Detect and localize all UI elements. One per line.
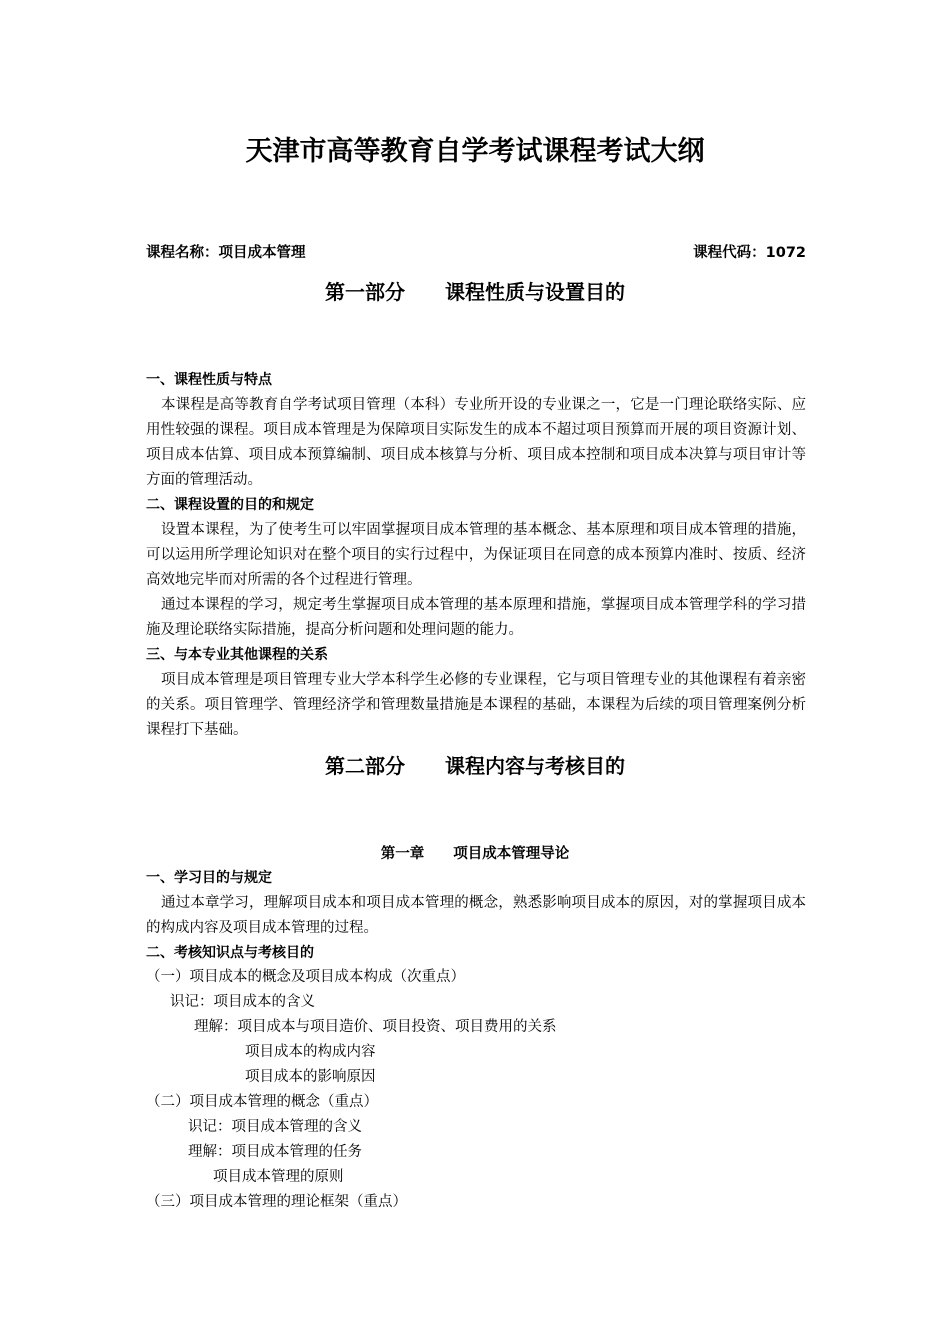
goal-heading: 一、学习目的与规定	[146, 870, 272, 886]
points-heading: 二、考核知识点与考核目的	[146, 945, 314, 961]
course-name: 课程名称：项目成本管理	[146, 245, 306, 261]
part-one-body	[146, 368, 806, 743]
course-info-line	[146, 241, 806, 265]
knowledge-point-group: （三）项目成本管理的理论框架（重点）	[146, 1194, 407, 1210]
knowledge-point: 项目成本管理的原则	[213, 1169, 344, 1185]
knowledge-point: 识记：项目成本管理的含义	[188, 1119, 362, 1135]
knowledge-point: 识记：项目成本的含义	[170, 994, 315, 1010]
part-two-heading: 第二部分 课程内容与考核目的	[325, 754, 625, 778]
chapter-one-goals	[146, 866, 806, 966]
knowledge-point: 项目成本的影响原因	[245, 1069, 376, 1085]
goal-paragraph: 通过本章学习，理解项目成本和项目成本管理的概念，熟悉影响项目成本的原因，对的掌握项目成本的构成内容及项目成本管理的过程。	[146, 895, 806, 936]
section-paragraph: 项目成本管理是项目管理专业大学本科学生必修的专业课程，它与项目管理专业的其他课程有着亲密的关系。项目管理学、管理经济学和管理数量措施是本课程的基础，本课程为后续的项目管理案例分析课程打下基础。	[146, 672, 806, 738]
knowledge-point: 理解：项目成本管理的任务	[188, 1144, 362, 1160]
section-heading-nature: 一、课程性质与特点	[146, 372, 272, 388]
knowledge-point: 项目成本的构成内容	[245, 1044, 376, 1060]
chapter-heading: 第一章 项目成本管理导论	[380, 846, 570, 862]
section-heading-purpose: 二、课程设置的目的和规定	[146, 497, 314, 513]
course-code: 课程代码：1072	[693, 245, 806, 261]
knowledge-point-group: （一）项目成本的概念及项目成本构成（次重点）	[146, 969, 465, 985]
section-paragraph: 通过本课程的学习，规定考生掌握项目成本管理的基本原理和措施，掌握项目成本管理学科的学习措施及理论联络实际措施，提高分析问题和处理问题的能力。	[146, 597, 806, 638]
section-paragraph: 设置本课程，为了使考生可以牢固掌握项目成本管理的基本概念、基本原理和项目成本管理的措施，可以运用所学理论知识对在整个项目的实行过程中，为保证项目在同意的成本预算内准时、按质、经济高效地完毕而对所需的各个过程进行管理。	[146, 522, 806, 588]
knowledge-point-group: （二）项目成本管理的概念（重点）	[146, 1094, 378, 1110]
section-heading-relations: 三、与本专业其他课程的关系	[146, 647, 328, 663]
part-one-heading: 第一部分 课程性质与设置目的	[325, 280, 625, 304]
document-title: 天津市高等教育自学考试课程考试大纲	[245, 136, 705, 167]
section-paragraph: 本课程是高等教育自学考试项目管理（本科）专业所开设的专业课之一，它是一门理论联络实际、应用性较强的课程。项目成本管理是为保障项目实际发生的成本不超过项目预算而开展的项目资源计划、项目成本估算、项目成本预算编制、项目成本核算与分析、项目成本控制和项目成本决算与项目审计等方面的管理活动。	[146, 397, 806, 488]
knowledge-point: 理解：项目成本与项目造价、项目投资、项目费用的关系	[194, 1019, 557, 1035]
